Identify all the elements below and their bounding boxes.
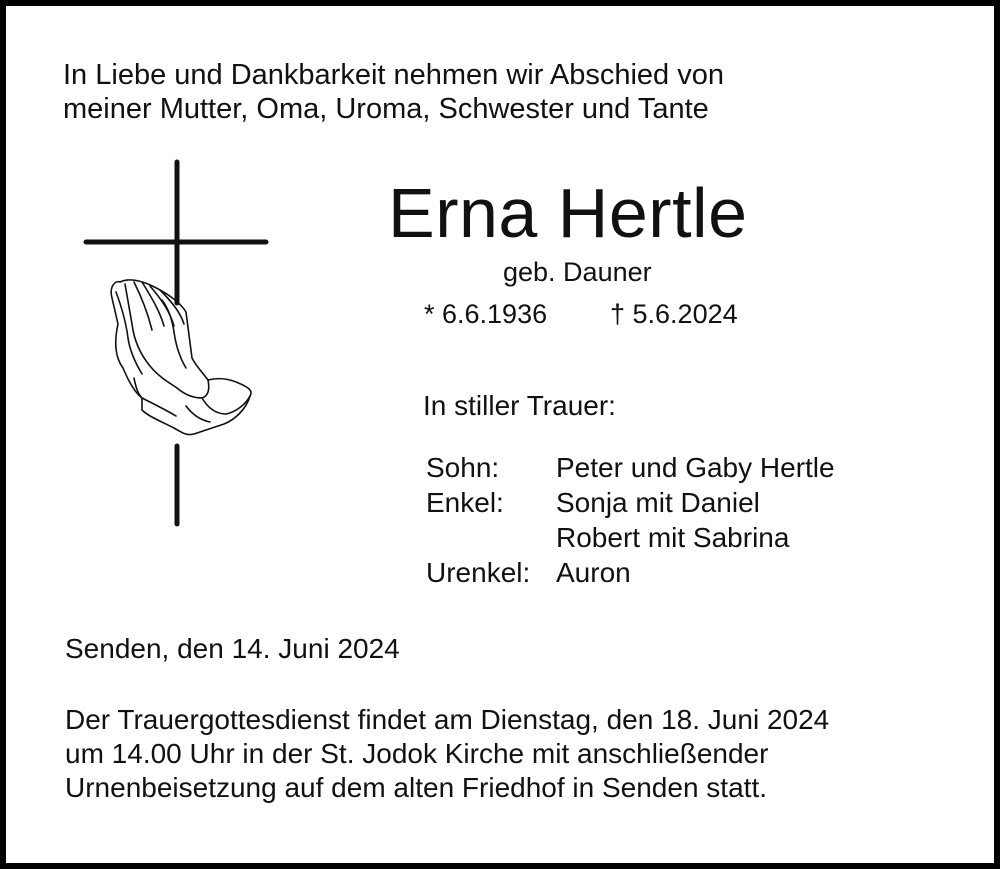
family-row bbox=[426, 520, 835, 555]
family-row bbox=[426, 555, 835, 590]
family-member: Robert mit Sabrina bbox=[556, 522, 790, 553]
family-member: Peter und Gaby Hertle bbox=[556, 452, 835, 483]
family-list bbox=[426, 450, 835, 590]
family-member: Auron bbox=[556, 557, 631, 588]
cross-with-praying-hands-icon bbox=[76, 152, 276, 530]
intro-line-1: In Liebe und Dankbarkeit nehmen wir Abschied von bbox=[63, 59, 724, 91]
death-date: † 5.6.2024 bbox=[610, 299, 738, 329]
place-and-date: Senden, den 14. Juni 2024 bbox=[65, 633, 400, 664]
family-row bbox=[426, 450, 835, 485]
service-line-1: Der Trauergottesdienst findet am Dienstag, den 18. Juni 2024 bbox=[65, 704, 830, 735]
mourning-heading: In stiller Trauer: bbox=[423, 390, 616, 421]
deceased-name: Erna Hertle bbox=[388, 174, 748, 252]
intro-line-2: meiner Mutter, Oma, Uroma, Schwester und Tante bbox=[63, 93, 709, 125]
service-line-3: Urnenbeisetzung auf dem alten Friedhof in Senden statt. bbox=[65, 772, 767, 803]
birth-date: * 6.6.1936 bbox=[424, 299, 548, 329]
intro-text bbox=[63, 58, 724, 126]
maiden-name: geb. Dauner bbox=[503, 257, 652, 287]
service-announcement bbox=[65, 703, 829, 805]
family-row bbox=[426, 485, 835, 520]
family-member: Sonja mit Daniel bbox=[556, 487, 760, 518]
service-line-2: um 14.00 Uhr in der St. Jodok Kirche mit anschließender bbox=[65, 738, 769, 769]
family-role: Urenkel: bbox=[426, 557, 531, 588]
family-role: Sohn: bbox=[426, 452, 500, 483]
family-role: Enkel: bbox=[426, 487, 504, 518]
family-role-empty bbox=[426, 520, 556, 555]
